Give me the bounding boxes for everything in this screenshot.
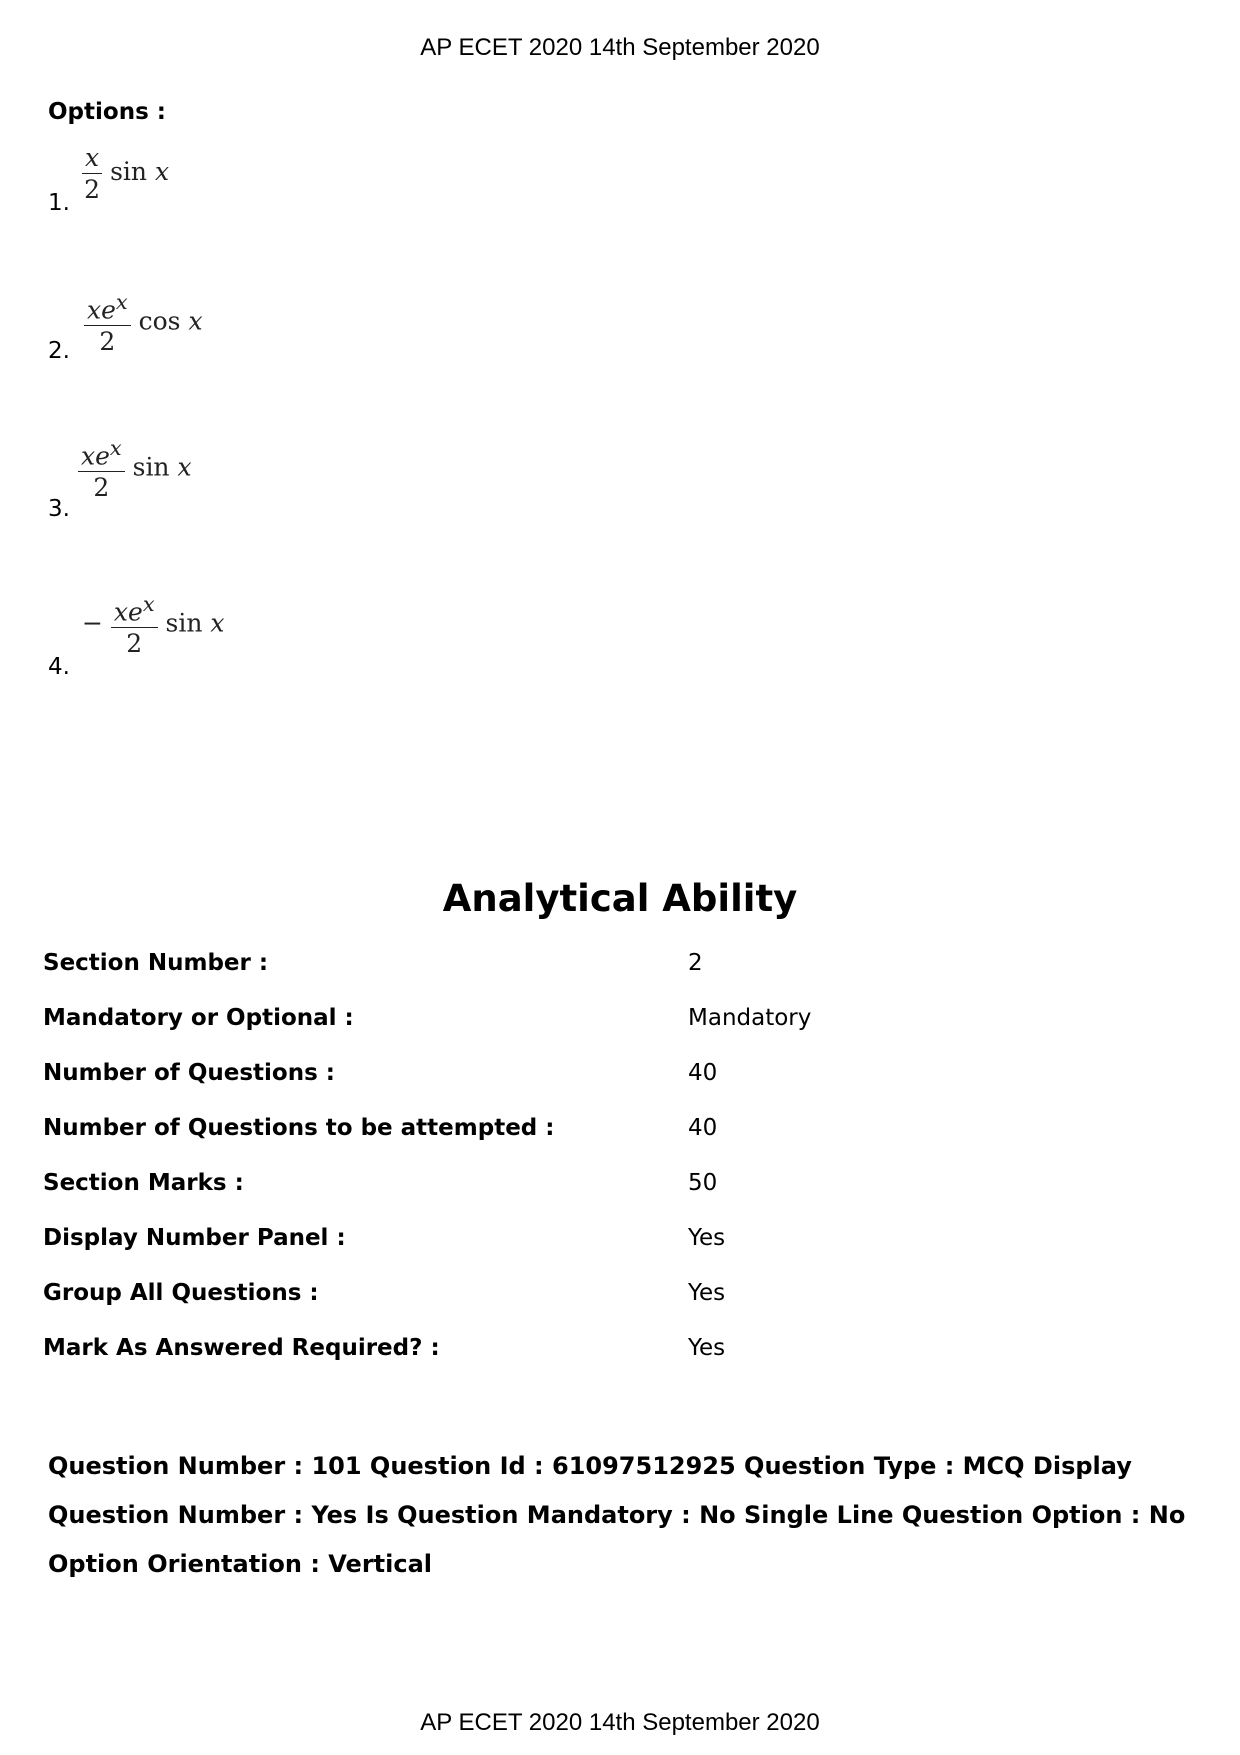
option-2-variable: x [188, 306, 203, 336]
option-2-denominator: 2 [99, 327, 116, 357]
section-row-label: Section Number : [43, 950, 269, 976]
section-row [43, 950, 1193, 982]
option-1-numerator: x [82, 143, 102, 174]
option-3-number: 3. [48, 496, 70, 522]
option-4-numerator: $xe^x$ [111, 592, 158, 628]
section-row-value: 2 [688, 950, 703, 976]
section-row-label: Number of Questions to be attempted : [43, 1115, 555, 1141]
option-1-number: 1. [48, 190, 70, 216]
section-row-value: 50 [688, 1170, 718, 1196]
section-row-value: Yes [688, 1280, 726, 1306]
section-row [43, 1060, 1193, 1092]
option-1-variable: x [154, 157, 170, 186]
option-2-formula [84, 290, 203, 356]
option-3-variable: x [177, 452, 192, 482]
option-1-denominator: 2 [84, 175, 100, 204]
option-4-number: 4. [48, 654, 70, 680]
option-3-function: sin [132, 452, 170, 482]
section-row-label: Mark As Answered Required? : [43, 1335, 440, 1361]
option-4-minus: − [82, 608, 103, 638]
option-4-function: sin [165, 608, 203, 638]
option-2-number: 2. [48, 338, 70, 364]
option-3-numerator: $xe^x$ [78, 436, 125, 472]
option-4-variable: x [210, 608, 225, 638]
section-row-label: Group All Questions : [43, 1280, 319, 1306]
option-2-numerator: $xe^x$ [84, 290, 131, 326]
section-row-label: Display Number Panel : [43, 1225, 346, 1251]
option-1-function: sin [110, 157, 147, 186]
section-row-label: Number of Questions : [43, 1060, 335, 1086]
section-row [43, 1115, 1193, 1147]
section-row [43, 1170, 1193, 1202]
option-2-fraction [84, 290, 131, 356]
section-row [43, 1335, 1193, 1367]
option-1-formula [82, 143, 169, 204]
section-row [43, 1280, 1193, 1312]
section-row-value: Mandatory [688, 1005, 812, 1031]
option-1-fraction [82, 143, 102, 204]
option-4-denominator: 2 [126, 629, 143, 659]
section-row [43, 1225, 1193, 1257]
section-row [43, 1005, 1193, 1037]
option-3-fraction [78, 436, 125, 502]
option-4-formula [82, 592, 225, 658]
section-row-value: 40 [688, 1060, 718, 1086]
section-row-label: Section Marks : [43, 1170, 244, 1196]
section-row-value: Yes [688, 1225, 726, 1251]
section-row-value: Yes [688, 1335, 726, 1361]
section-title: Analytical Ability [442, 877, 798, 920]
section-row-value: 40 [688, 1115, 718, 1141]
options-label: Options : [48, 99, 166, 125]
option-2-function: cos [138, 306, 181, 336]
section-row-label: Mandatory or Optional : [43, 1005, 354, 1031]
page-header: AP ECET 2020 14th September 2020 [420, 34, 820, 61]
question-meta: Question Number : 101 Question Id : 61097512925 Question Type : MCQ Display Question Number : Yes Is Question Mandatory : No Single Line Question Option : No Option Orientation : Vertical [48, 1452, 1186, 1578]
option-3-formula [78, 436, 192, 502]
option-3-denominator: 2 [93, 473, 110, 503]
option-4-fraction [111, 592, 158, 658]
page-footer: AP ECET 2020 14th September 2020 [420, 1709, 820, 1736]
